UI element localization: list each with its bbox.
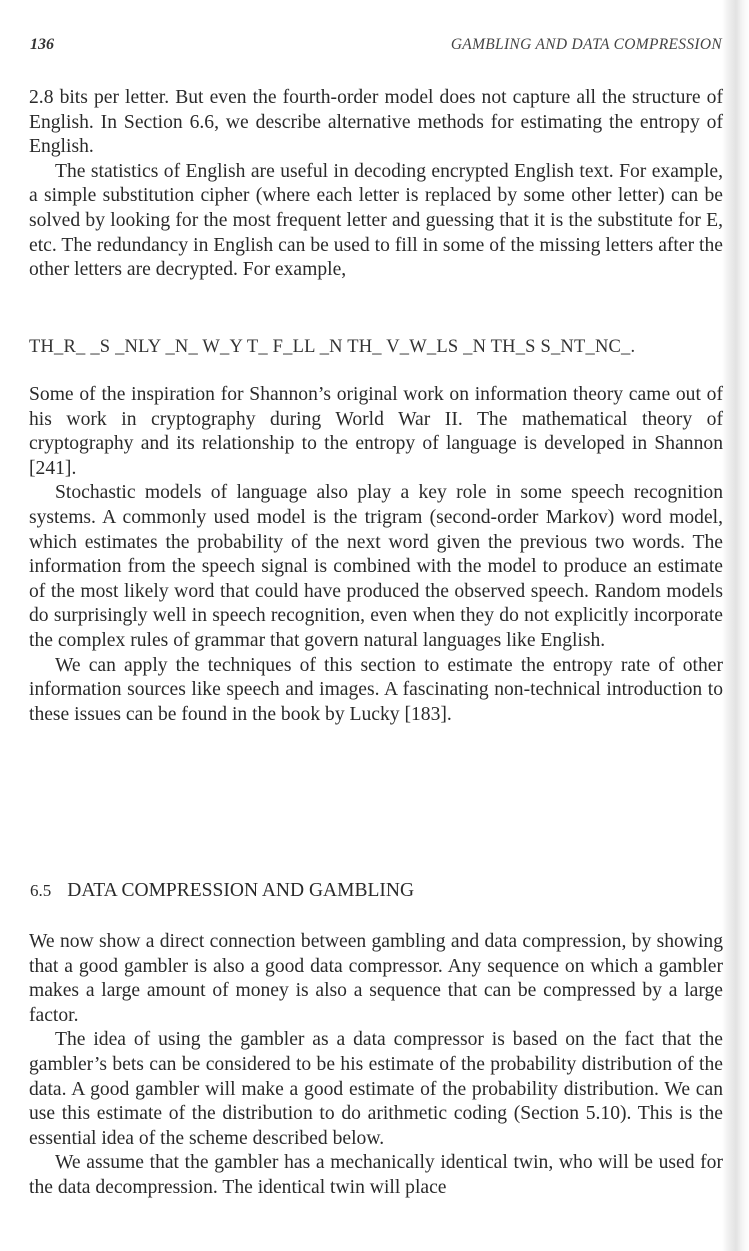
paragraph: The idea of using the gambler as a data compressor is based on the fact that the gambler’s bets can be considered to be his estimate of the probability distribution of the data. A good gambler will make a good estimate of the probability distribution. We can use this estimate of the distribution to do arithmetic coding (Section 5.10). This is the essential idea of the scheme described below.: [29, 1029, 723, 1149]
chapter-title: GAMBLING AND DATA COMPRESSION: [450, 36, 722, 53]
body-text-middle: [29, 383, 723, 727]
section-heading: [30, 880, 414, 902]
paragraph: Stochastic models of language also play a key role in some speech recognition systems. A commonly used model is the trigram (second-order Markov) word model, which estimates the probability of the next word given the previous two words. The information from the speech signal is combined with the model to produce an estimate of the most likely word that could have produced the observed speech. Random models do surprisingly well in speech recognition, even when they do not explicitly incorporate the complex rules of grammar that govern natural languages like English.: [29, 482, 723, 651]
paragraph: 2.8 bits per letter. But even the fourth-order model does not capture all the structure of English. In Section 6.6, we describe alternative methods for estimating the entropy of English.: [29, 87, 723, 158]
body-text-top: [29, 86, 723, 283]
paragraph: We assume that the gambler has a mechanically identical twin, who will be used for the data decompression. The identical twin will place: [29, 1152, 723, 1198]
paragraph: We now show a direct connection between gambling and data compression, by showing that a good gambler is also a good data compressor. Any sequence on which a gambler makes a large amount of money is also a sequence that can be compressed by a large factor.: [29, 931, 723, 1026]
section-title: DATA COMPRESSION AND GAMBLING: [67, 880, 415, 901]
body-text-bottom: [29, 930, 723, 1201]
running-head: [30, 36, 722, 58]
page-number: 136: [30, 36, 54, 53]
cipher-example: TH_R_ _S _NLY _N_ W_Y T_ F_LL _N TH_ V_W_LS _N TH_S S_NT_NC_.: [29, 337, 636, 357]
paragraph: The statistics of English are useful in decoding encrypted English text. For example, a simple substitution cipher (where each letter is replaced by some other letter) can be solved by looking for the most frequent letter and guessing that it is the substitute for E, etc. The redundancy in English can be used to fill in some of the missing letters after the other letters are decrypted. For example,: [29, 160, 723, 281]
paragraph: We can apply the techniques of this section to estimate the entropy rate of other information sources like speech and images. A fascinating non-technical introduction to these issues can be found in the book by Lucky [183].: [29, 654, 723, 725]
paragraph: Some of the inspiration for Shannon’s original work on information theory came out of his work in cryptography during World War II. The mathematical theory of cryptography and its relationship to the entropy of language is developed in Shannon [241].: [29, 384, 723, 479]
section-number: 6.5: [30, 881, 52, 900]
